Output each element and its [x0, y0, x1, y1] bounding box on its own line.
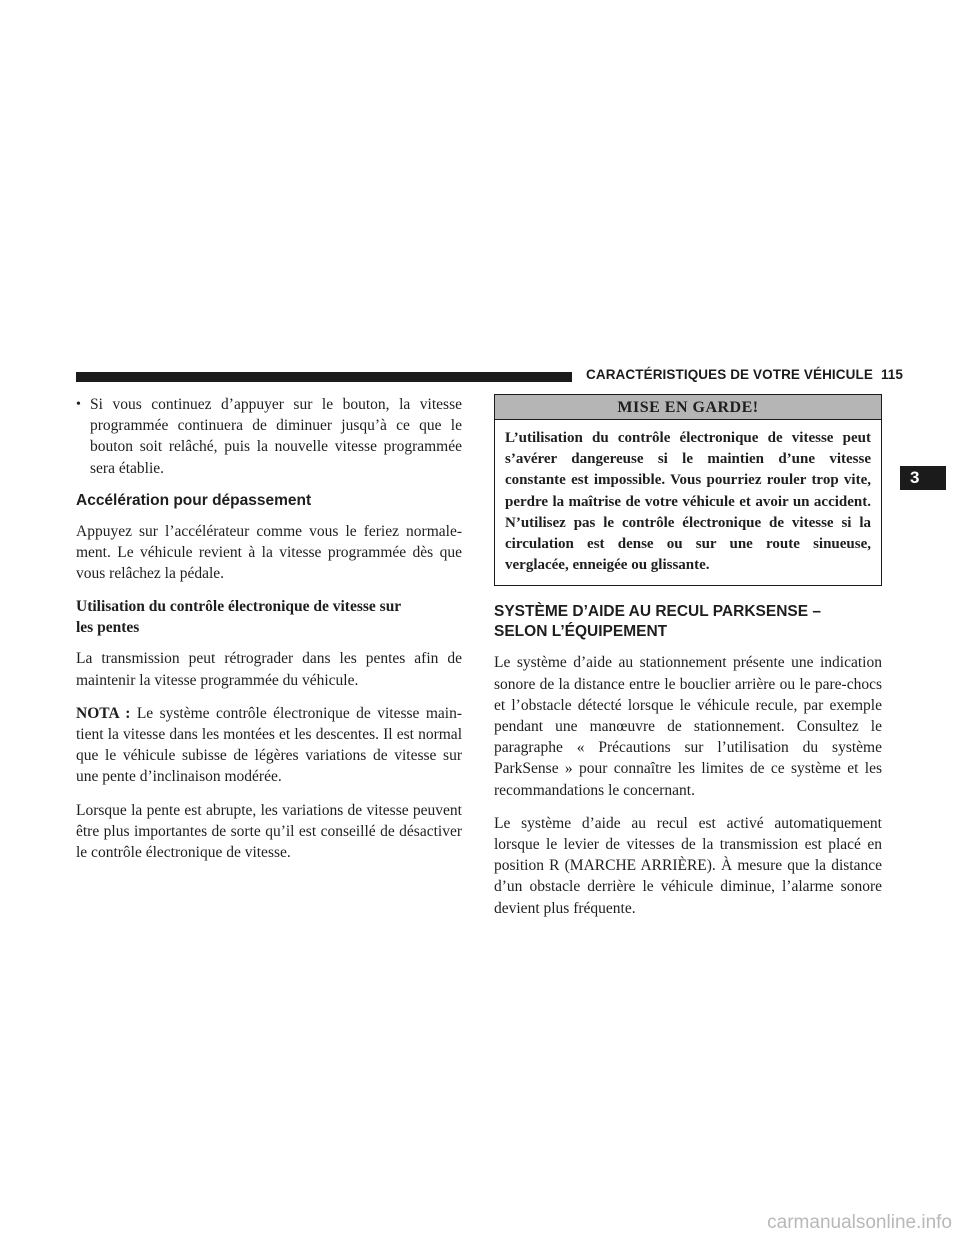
- bullet-item: [76, 394, 462, 479]
- paragraph-parksense-2: Le système d’aide au recul est activé automatiquement lorsque le levier de vitesses de la transmission est placé en position R (MARCHE ARRIÈRE). À mesure que la distance d’un obstacle derrière le véhicule diminue, l’alarme sonore devient plus fréquente.: [494, 814, 882, 917]
- chapter-tab: 3: [900, 466, 946, 490]
- paragraph-passing: Appuyez sur l’accélérateur comme vous le feriez normalement. Le véhicule revient à la vitesse programmée dès que vous relâchez la pédale.: [76, 522, 462, 583]
- paragraph-parksense-1: Le système d’aide au stationnement présente une indication sonore de la distance entre le bouclier arrière ou le pare-chocs et l’obstacle détecté lorsque le véhicule recule, par exemple pendant une manœuvre de stationnement. Consultez le paragraphe « Précautions sur l’utilisation du système ParkSense » pour connaître les limites de ce système et les recommandations le concernant.: [494, 654, 882, 799]
- warning-body: L’utilisation du contrôle électronique de vitesse peut s’avérer dangereuse si le maintien d’une vitesse constante est impossible. Vous pourriez rouler trop vite, perdre la maîtrise de votre véhicule et avoir un accident. N’utilisez pas le contrôle électronique de vitesse si la circulation est dense ou sur une route sinueuse, verglacée, enneigée ou glissante.: [505, 430, 871, 574]
- note-text: Le système contrôle électronique de vitesse maintient la vitesse dans les montées et les descentes. Il est normal que le véhicule subisse de légères variations de vitesse sur une pente d’inclinaison modérée.: [76, 704, 463, 786]
- heading-slopes-line1: Utilisation du contrôle électronique de vitesse sur: [76, 598, 402, 616]
- running-header-title: CARACTÉRISTIQUES DE VOTRE VÉHICULE: [586, 367, 873, 382]
- bullet-mark: •: [76, 397, 81, 412]
- section-heading-line2: SELON L’ÉQUIPEMENT: [494, 623, 668, 641]
- warning-box: [494, 394, 882, 586]
- heading-slopes-line2: les pentes: [76, 619, 140, 637]
- running-header: [586, 367, 903, 382]
- paragraph-steep: Lorsque la pente est abrupte, les variations de vitesse peuvent être plus importantes de sorte qu’il est conseillé de désactiver le contrôle électronique de vitesse.: [76, 801, 462, 862]
- page-number: 115: [880, 367, 904, 382]
- right-column: [494, 394, 882, 931]
- paragraph-slopes: La transmission peut rétrograder dans les pentes afin de maintenir la vitesse programmée du véhicule.: [76, 650, 462, 689]
- heading-passing: Accélération pour dépassement: [76, 491, 312, 509]
- header-rule: [76, 372, 572, 382]
- heading-slopes: [76, 596, 462, 638]
- section-heading-line1: SYSTÈME D’AIDE AU RECUL PARKSENSE –: [494, 603, 821, 621]
- section-heading-parksense: [494, 602, 882, 642]
- warning-title: MISE EN GARDE!: [495, 395, 881, 420]
- left-column: [76, 394, 462, 875]
- watermark: carmanualsonline.info: [767, 1212, 952, 1233]
- note-label: NOTA :: [76, 704, 131, 722]
- note-paragraph: [76, 703, 462, 788]
- bullet-text: Si vous continuez d’appuyer sur le bouton, la vitesse programmée continuera de diminuer jusqu’à ce que le bouton soit relâché, puis la nouvelle vitesse programmée sera établie.: [90, 396, 462, 477]
